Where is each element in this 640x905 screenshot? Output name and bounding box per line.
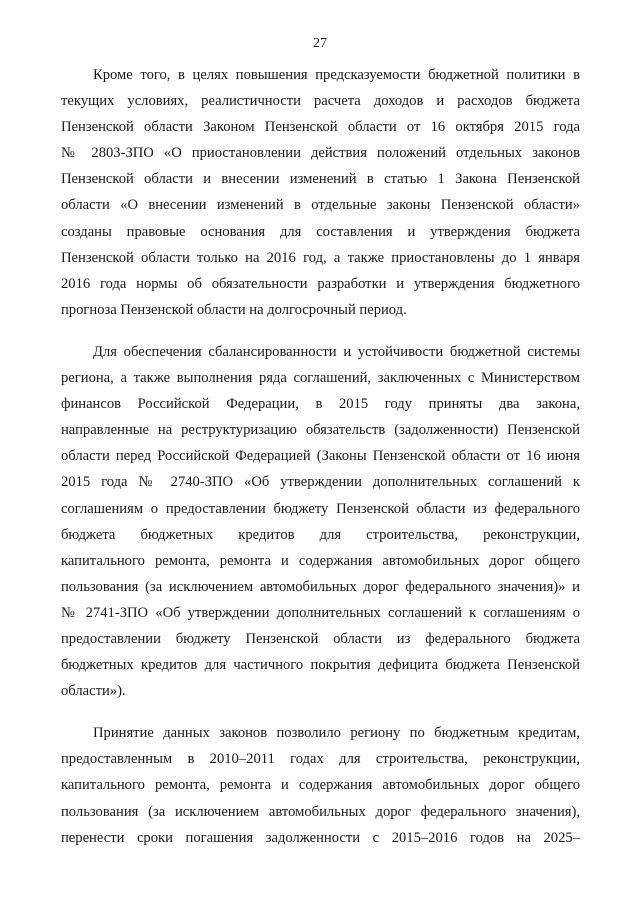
paragraph <box>61 339 580 704</box>
text-line: № 2803-ЗПО «О приостановлении действия положений отдельных законов <box>61 145 580 162</box>
text-line: бюджетных кредитов для частичного покрытия дефицита бюджета Пензенской <box>61 657 580 674</box>
text-line: текущих условиях, реалистичности расчета доходов и расходов бюджета <box>61 93 580 110</box>
text-line: 2015 года № 2740-ЗПО «Об утверждении дополнительных соглашений к <box>61 474 580 491</box>
page-number: 27 <box>313 36 327 51</box>
text-line: капитального ремонта, ремонта и содержания автомобильных дорог общего <box>61 552 580 569</box>
text-line: Пензенской области только на 2016 год, а также приостановлены до 1 января <box>61 249 580 266</box>
text-line: региона, а также выполнения ряда соглашений, заключенных с Министерством <box>61 370 580 387</box>
text-line: перенести сроки погашения задолженности с 2015–2016 годов на 2025– <box>61 829 580 846</box>
text-line: 2016 года нормы об обязательности разработки и утверждения бюджетного <box>61 275 580 292</box>
text-line: области «О внесении изменений в отдельные законы Пензенской области» <box>61 197 580 214</box>
text-line: прогноза Пензенской области на долгосрочный период. <box>61 301 407 318</box>
text-line: предоставленным в 2010–2011 годах для строительства, реконструкции, <box>61 751 580 768</box>
text-line: соглашениям о предоставлении бюджету Пензенской области из федерального <box>61 500 580 517</box>
text-line: созданы правовые основания для составления и утверждения бюджета <box>61 223 580 240</box>
text-line: финансов Российской Федерации, в 2015 году приняты два закона, <box>61 396 580 413</box>
text-line: капитального ремонта, ремонта и содержания автомобильных дорог общего <box>61 777 580 794</box>
text-line: пользования (за исключением автомобильных дорог федерального значения), <box>61 803 580 820</box>
text-line: № 2741-ЗПО «Об утверждении дополнительных соглашений к соглашениям о <box>61 604 580 621</box>
text-line: Пензенской области Законом Пензенской области от 16 октября 2015 года <box>61 119 580 136</box>
text-line: Пензенской области и внесении изменений в статью 1 Закона Пензенской <box>61 171 580 188</box>
text-line: области»). <box>61 683 126 700</box>
text-line: направленные на реструктуризацию обязательств (задолженности) Пензенской <box>61 422 580 439</box>
text-line: Для обеспечения сбалансированности и устойчивости бюджетной системы <box>93 343 580 360</box>
text-line: бюджета бюджетных кредитов для строительства, реконструкции, <box>61 526 580 543</box>
text-line: области перед Российской Федерацией (Законы Пензенской области от 16 июня <box>61 448 580 465</box>
paragraph <box>61 62 580 323</box>
document-body <box>61 62 580 867</box>
text-line: Принятие данных законов позволило региону по бюджетным кредитам, <box>93 725 580 742</box>
text-line: пользования (за исключением автомобильных дорог федерального значения)» и <box>61 578 580 595</box>
paragraph <box>61 720 580 850</box>
text-line: предоставлении бюджету Пензенской области из федерального бюджета <box>61 630 580 647</box>
text-line: Кроме того, в целях повышения предсказуемости бюджетной политики в <box>93 67 580 83</box>
